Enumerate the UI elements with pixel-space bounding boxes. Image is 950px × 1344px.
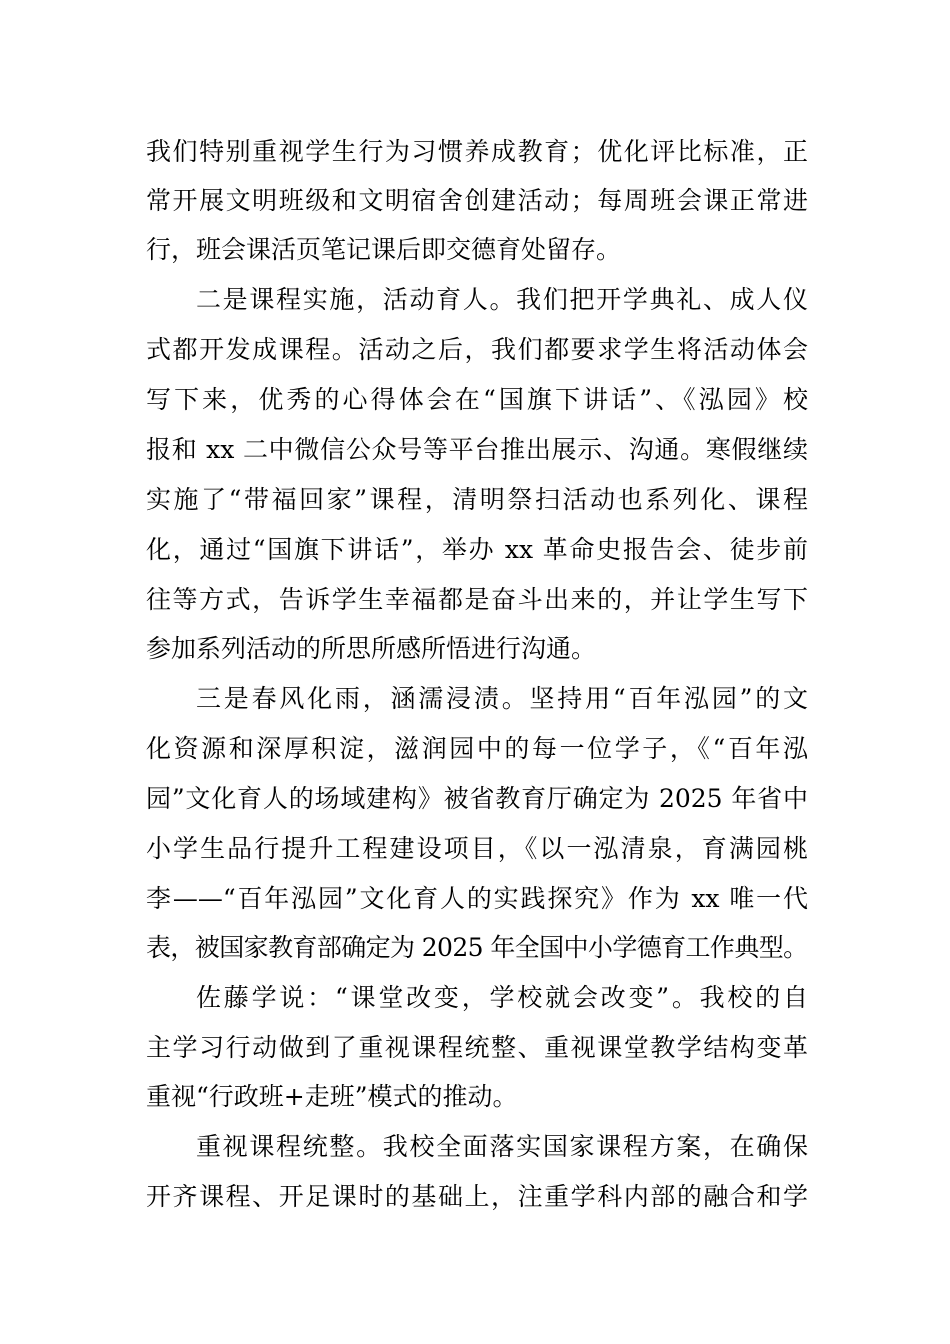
text-line-7: 报和 xx 二中微信公众号等平台推出展示、沟通。寒假继续 (146, 435, 808, 464)
text-line-12: 三是春风化雨，涵濡浸渍。坚持用“百年泓园”的文 (196, 684, 808, 713)
text-line-1: 我们特别重视学生行为习惯养成教育；优化评比标准，正 (146, 137, 808, 166)
text-line-22: 开齐课程、开足课时的基础上，注重学科内部的融合和学 (146, 1182, 808, 1211)
text-line-9: 化，通过“国旗下讲话”，举办 xx 革命史报告会、徒步前 (146, 535, 808, 564)
text-line-8: 实施了“带福回家”课程，清明祭扫活动也系列化、课程 (146, 485, 808, 514)
text-line-17: 表，被国家教育部确定为 2025 年全国中小学德育工作典型。 (146, 933, 808, 962)
text-line-18: 佐藤学说：“课堂改变，学校就会改变”。我校的自 (196, 983, 808, 1012)
text-line-11: 参加系列活动的所思所感所悟进行沟通。 (146, 634, 597, 663)
text-line-13: 化资源和深厚积淀，滋润园中的每一位学子，《“百年泓 (146, 734, 808, 763)
text-line-20: 重视“行政班+走班”模式的推动。 (146, 1082, 518, 1111)
text-line-10: 往等方式，告诉学生幸福都是奋斗出来的，并让学生写下 (146, 585, 808, 614)
text-line-5: 式都开发成课程。活动之后，我们都要求学生将活动体会 (146, 335, 808, 364)
text-line-21: 重视课程统整。我校全面落实国家课程方案，在确保 (196, 1132, 808, 1161)
text-line-14: 园”文化育人的场域建构》被省教育厅确定为 2025 年省中 (146, 784, 808, 813)
text-line-4: 二是课程实施，活动育人。我们把开学典礼、成人仪 (196, 285, 808, 314)
text-line-15: 小学生品行提升工程建设项目，《以一泓清泉，育满园桃 (146, 834, 808, 863)
text-line-19: 主学习行动做到了重视课程统整、重视课堂教学结构变革 (146, 1033, 808, 1062)
text-line-6: 写下来，优秀的心得体会在“国旗下讲话”、《泓园》校 (146, 385, 808, 414)
text-line-3: 行，班会课活页笔记课后即交德育处留存。 (146, 235, 622, 264)
text-line-2: 常开展文明班级和文明宿舍创建活动；每周班会课正常进 (146, 186, 808, 215)
text-line-16: 李——“百年泓园”文化育人的实践探究》作为 xx 唯一代 (146, 884, 808, 913)
